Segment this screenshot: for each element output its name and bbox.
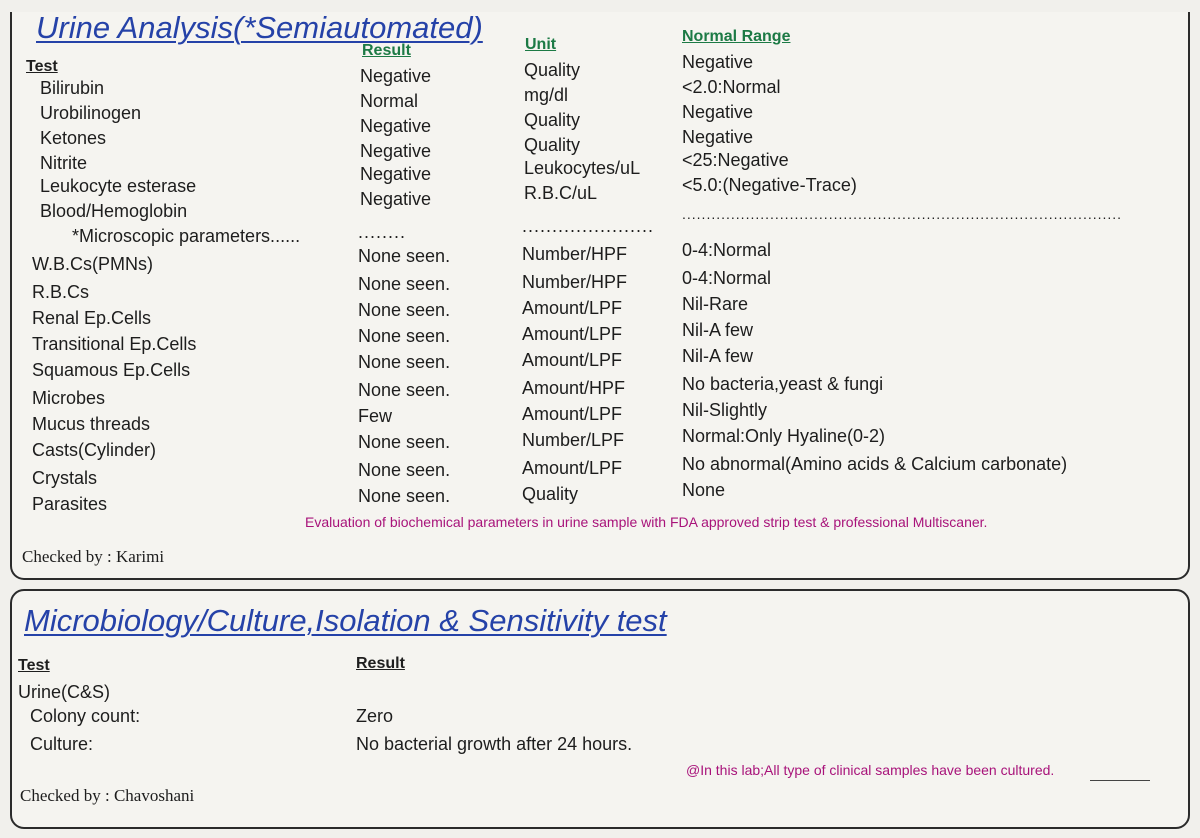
result-cell: Negative	[360, 116, 432, 136]
result-cell: Negative	[360, 141, 432, 161]
microscopic-unit-dots: ......................	[522, 216, 655, 236]
urine-checked-by: Checked by : Karimi	[22, 547, 165, 566]
unit-cell: Amount/LPF	[522, 324, 623, 344]
unit-cell: Quality	[522, 484, 579, 504]
normal-range-cell: <25:Negative	[682, 150, 789, 170]
culture-result-cell: No bacterial growth after 24 hours.	[356, 734, 633, 754]
result-cell: None seen.	[358, 432, 451, 452]
test-name-cell: Crystals	[32, 468, 98, 488]
microscopic-range-dots: ..........................................................................................	[682, 206, 1123, 222]
unit-cell: Amount/LPF	[522, 458, 623, 478]
normal-range-cell: 0-4:Normal	[682, 268, 772, 288]
result-cell: Negative	[360, 66, 432, 86]
culture-note-underline	[1090, 780, 1150, 781]
normal-range-cell: <2.0:Normal	[682, 77, 781, 97]
normal-range-cell: None	[682, 480, 726, 500]
test-name-cell: Leukocyte esterase	[40, 176, 197, 196]
result-cell: Negative	[360, 189, 432, 209]
microscopic-result-dots: ........	[358, 222, 407, 242]
test-name-cell: Casts(Cylinder)	[32, 440, 157, 460]
test-name-cell: Nitrite	[40, 153, 88, 173]
result-cell: None seen.	[358, 380, 451, 400]
unit-cell: Number/LPF	[522, 430, 625, 450]
unit-header: Unit	[525, 36, 557, 53]
normal-range-cell: Nil-A few	[682, 320, 754, 340]
result-cell: None seen.	[358, 300, 451, 320]
test-name-cell: Squamous Ep.Cells	[32, 360, 191, 380]
culture-test-cell: Colony count:	[30, 706, 141, 726]
urine-title: Urine Analysis(*Semiautomated)	[36, 10, 483, 45]
test-name-cell: Bilirubin	[40, 78, 105, 98]
unit-cell: Leukocytes/uL	[524, 158, 641, 178]
urine-analysis-panel	[10, 12, 1190, 580]
unit-cell: Quality	[524, 110, 581, 130]
test-name-cell: Transitional Ep.Cells	[32, 334, 197, 354]
culture-test-cell: Culture:	[30, 734, 94, 754]
unit-cell: Amount/LPF	[522, 298, 623, 318]
result-cell: None seen.	[358, 352, 451, 372]
unit-cell: Amount/LPF	[522, 350, 623, 370]
result-cell: None seen.	[358, 486, 451, 506]
culture-note: @In this lab;All type of clinical samples have been cultured.	[686, 762, 1055, 778]
unit-cell: Number/HPF	[522, 272, 628, 292]
result-cell: Normal	[360, 91, 419, 111]
unit-cell: Quality	[524, 60, 581, 80]
normal-range-cell: Nil-Slightly	[682, 400, 768, 420]
micro-result-header: Result	[356, 655, 405, 672]
microbiology-title: Microbiology/Culture,Isolation & Sensitivity test	[24, 603, 667, 638]
urine-evaluation-note: Evaluation of biochemical parameters in urine sample with FDA approved strip test & professional Multiscaner.	[305, 514, 988, 530]
micro-checked-by: Checked by : Chavoshani	[20, 786, 195, 805]
result-cell: None seen.	[358, 460, 451, 480]
normal-range-cell: No bacteria,yeast & fungi	[682, 374, 884, 394]
test-name-cell: Microbes	[32, 388, 106, 408]
normal-range-cell: <5.0:(Negative-Trace)	[682, 175, 857, 195]
result-cell: Negative	[360, 164, 432, 184]
result-cell: None seen.	[358, 274, 451, 294]
unit-cell: Amount/HPF	[522, 378, 626, 398]
normal-range-cell: 0-4:Normal	[682, 240, 772, 260]
normal-range-cell: Negative	[682, 102, 754, 122]
test-name-cell: Parasites	[32, 494, 108, 514]
test-name-cell: Urobilinogen	[40, 103, 142, 123]
normal-range-cell: Normal:Only Hyaline(0-2)	[682, 426, 886, 446]
result-cell: None seen.	[358, 246, 451, 266]
unit-cell: Number/HPF	[522, 244, 628, 264]
test-name-cell: Blood/Hemoglobin	[40, 201, 188, 221]
microscopic-parameters-label: *Microscopic parameters......	[72, 226, 301, 246]
normal-range-cell: Negative	[682, 127, 754, 147]
unit-cell: Quality	[524, 135, 581, 155]
micro-sample-label: Urine(C&S)	[18, 682, 111, 702]
micro-test-header: Test	[18, 657, 50, 674]
normal-range-cell: No abnormal(Amino acids & Calcium carbonate)	[682, 454, 1068, 474]
test-header: Test	[26, 58, 58, 75]
result-cell: None seen.	[358, 326, 451, 346]
result-cell: Few	[358, 406, 393, 426]
test-name-cell: Mucus threads	[32, 414, 151, 434]
normal-range-header: Normal Range	[682, 28, 791, 45]
normal-range-cell: Nil-A few	[682, 346, 754, 366]
normal-range-cell: Nil-Rare	[682, 294, 749, 314]
unit-cell: mg/dl	[524, 85, 569, 105]
culture-result-cell: Zero	[356, 706, 394, 726]
test-name-cell: Ketones	[40, 128, 107, 148]
unit-cell: R.B.C/uL	[524, 183, 598, 203]
unit-cell: Amount/LPF	[522, 404, 623, 424]
result-header: Result	[362, 42, 411, 59]
test-name-cell: Renal Ep.Cells	[32, 308, 152, 328]
normal-range-cell: Negative	[682, 52, 754, 72]
test-name-cell: R.B.Cs	[32, 282, 90, 302]
test-name-cell: W.B.Cs(PMNs)	[32, 254, 153, 274]
